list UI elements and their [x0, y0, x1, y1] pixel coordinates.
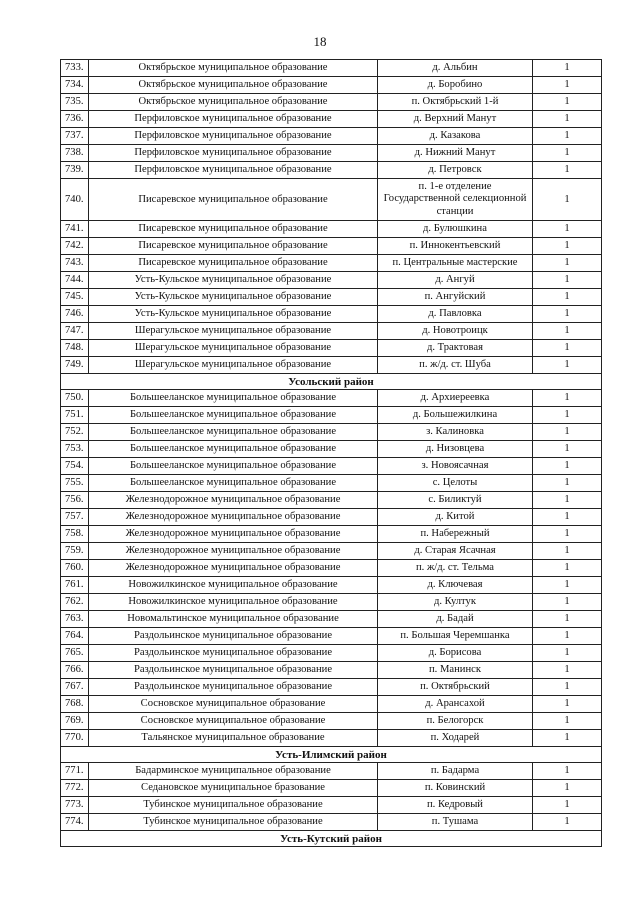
municipality-cell: Усть-Кульское муниципальное образование [89, 306, 378, 323]
municipality-cell: Новожилкинское муниципальное образование [89, 594, 378, 611]
count-cell: 1 [533, 458, 602, 475]
municipality-cell: Тубинское муниципальное образование [89, 814, 378, 831]
count-cell: 1 [533, 679, 602, 696]
row-number-cell: 756. [61, 492, 89, 509]
municipality-cell: Большееланское муниципальное образование [89, 441, 378, 458]
row-number-cell: 758. [61, 526, 89, 543]
row-number-cell: 737. [61, 128, 89, 145]
table-row [61, 424, 602, 441]
table-row [61, 323, 602, 340]
municipality-cell: Шерагульское муниципальное образование [89, 323, 378, 340]
settlement-cell: д. Борисова [378, 645, 533, 662]
table-row [61, 221, 602, 238]
row-number-cell: 764. [61, 628, 89, 645]
municipality-cell: Раздольинское муниципальное образование [89, 628, 378, 645]
settlement-cell: п. Иннокентьевский [378, 238, 533, 255]
settlement-cell: п. Большая Черемшанка [378, 628, 533, 645]
count-cell: 1 [533, 323, 602, 340]
count-cell: 1 [533, 814, 602, 831]
table-row [61, 390, 602, 407]
count-cell: 1 [533, 289, 602, 306]
row-number-cell: 765. [61, 645, 89, 662]
municipality-cell: Раздольинское муниципальное образование [89, 645, 378, 662]
municipality-cell: Октябрьское муниципальное образование [89, 94, 378, 111]
municipality-cell: Перфиловское муниципальное образование [89, 145, 378, 162]
count-cell: 1 [533, 162, 602, 179]
row-number-cell: 735. [61, 94, 89, 111]
municipality-cell: Сосновское муниципальное образование [89, 696, 378, 713]
municipality-cell: Железнодорожное муниципальное образование [89, 543, 378, 560]
table-row [61, 509, 602, 526]
row-number-cell: 744. [61, 272, 89, 289]
count-cell: 1 [533, 60, 602, 77]
table-row [61, 763, 602, 780]
settlement-cell: д. Китой [378, 509, 533, 526]
count-cell: 1 [533, 696, 602, 713]
district-title: Усть-Илимский район [61, 747, 602, 763]
table-row [61, 814, 602, 831]
count-cell: 1 [533, 221, 602, 238]
count-cell: 1 [533, 179, 602, 221]
count-cell: 1 [533, 407, 602, 424]
settlement-cell: д. Низовцева [378, 441, 533, 458]
table-row [61, 238, 602, 255]
count-cell: 1 [533, 475, 602, 492]
district-title: Усольский район [61, 374, 602, 390]
row-number-cell: 763. [61, 611, 89, 628]
municipality-cell: Сосновское муниципальное образование [89, 713, 378, 730]
row-number-cell: 762. [61, 594, 89, 611]
row-number-cell: 770. [61, 730, 89, 747]
table-row [61, 60, 602, 77]
table-row [61, 560, 602, 577]
table-row [61, 272, 602, 289]
row-number-cell: 769. [61, 713, 89, 730]
settlement-cell: п. Набережный [378, 526, 533, 543]
count-cell: 1 [533, 306, 602, 323]
count-cell: 1 [533, 111, 602, 128]
settlement-cell: п. Бадарма [378, 763, 533, 780]
table-row [61, 441, 602, 458]
table-row [61, 179, 602, 221]
municipality-cell: Тубинское муниципальное образование [89, 797, 378, 814]
district-header-row [61, 374, 602, 390]
row-number-cell: 740. [61, 179, 89, 221]
row-number-cell: 773. [61, 797, 89, 814]
table-row [61, 797, 602, 814]
row-number-cell: 771. [61, 763, 89, 780]
municipality-cell: Октябрьское муниципальное образование [89, 77, 378, 94]
municipality-cell: Седановское муниципальное бразование [89, 780, 378, 797]
row-number-cell: 760. [61, 560, 89, 577]
district-header-row [61, 747, 602, 763]
table-body [61, 60, 602, 847]
table-row [61, 145, 602, 162]
municipality-cell: Тальянское муниципальное образование [89, 730, 378, 747]
row-number-cell: 766. [61, 662, 89, 679]
count-cell: 1 [533, 357, 602, 374]
table-row [61, 94, 602, 111]
row-number-cell: 774. [61, 814, 89, 831]
row-number-cell: 767. [61, 679, 89, 696]
settlement-cell: д. Петровск [378, 162, 533, 179]
municipality-cell: Шерагульское муниципальное образование [89, 357, 378, 374]
table-row [61, 713, 602, 730]
municipality-cell: Перфиловское муниципальное образование [89, 111, 378, 128]
row-number-cell: 751. [61, 407, 89, 424]
count-cell: 1 [533, 594, 602, 611]
settlement-cell: д. Бадай [378, 611, 533, 628]
count-cell: 1 [533, 255, 602, 272]
table-row [61, 475, 602, 492]
settlement-cell: д. Верхний Манут [378, 111, 533, 128]
count-cell: 1 [533, 763, 602, 780]
table-row [61, 543, 602, 560]
table-row [61, 526, 602, 543]
count-cell: 1 [533, 526, 602, 543]
table-row [61, 577, 602, 594]
municipality-cell: Перфиловское муниципальное образование [89, 162, 378, 179]
row-number-cell: 749. [61, 357, 89, 374]
settlement-cell: д. Архиереевка [378, 390, 533, 407]
table-row [61, 492, 602, 509]
row-number-cell: 759. [61, 543, 89, 560]
table-row [61, 289, 602, 306]
municipality-cell: Большееланское муниципальное образование [89, 407, 378, 424]
municipality-cell: Шерагульское муниципальное образование [89, 340, 378, 357]
settlement-cell: д. Казакова [378, 128, 533, 145]
settlement-cell: д. Боробино [378, 77, 533, 94]
table-row [61, 730, 602, 747]
count-cell: 1 [533, 730, 602, 747]
count-cell: 1 [533, 77, 602, 94]
municipality-cell: Большееланское муниципальное образование [89, 390, 378, 407]
count-cell: 1 [533, 543, 602, 560]
row-number-cell: 733. [61, 60, 89, 77]
settlement-cell: з. Новоясачная [378, 458, 533, 475]
table-row [61, 77, 602, 94]
municipality-cell: Перфиловское муниципальное образование [89, 128, 378, 145]
settlement-cell: с. Целоты [378, 475, 533, 492]
settlement-cell: п. ж/д. ст. Шуба [378, 357, 533, 374]
page-number: 18 [313, 34, 327, 49]
settlement-cell: д. Альбин [378, 60, 533, 77]
row-number-cell: 754. [61, 458, 89, 475]
row-number-cell: 746. [61, 306, 89, 323]
settlement-cell: д. Старая Ясачная [378, 543, 533, 560]
municipality-cell: Раздольинское муниципальное образование [89, 662, 378, 679]
row-number-cell: 738. [61, 145, 89, 162]
table-row [61, 128, 602, 145]
municipality-cell: Железнодорожное муниципальное образование [89, 492, 378, 509]
count-cell: 1 [533, 145, 602, 162]
count-cell: 1 [533, 780, 602, 797]
settlement-cell: п. Тушама [378, 814, 533, 831]
row-number-cell: 743. [61, 255, 89, 272]
count-cell: 1 [533, 577, 602, 594]
settlement-cell: с. Биликтуй [378, 492, 533, 509]
municipality-cell: Большееланское муниципальное образование [89, 475, 378, 492]
municipality-cell: Писаревское муниципальное образование [89, 221, 378, 238]
settlement-cell: п. Октябрьский 1-й [378, 94, 533, 111]
count-cell: 1 [533, 340, 602, 357]
district-title: Усть-Кутский район [61, 831, 602, 847]
municipality-cell: Железнодорожное муниципальное образование [89, 526, 378, 543]
municipality-cell: Писаревское муниципальное образование [89, 238, 378, 255]
settlement-cell: д. Новотроицк [378, 323, 533, 340]
table-row [61, 458, 602, 475]
settlement-cell: д. Арансахой [378, 696, 533, 713]
row-number-cell: 752. [61, 424, 89, 441]
municipality-cell: Новомальтинское муниципальное образование [89, 611, 378, 628]
municipality-cell: Большееланское муниципальное образование [89, 424, 378, 441]
count-cell: 1 [533, 272, 602, 289]
row-number-cell: 772. [61, 780, 89, 797]
count-cell: 1 [533, 128, 602, 145]
settlement-cell: п. Центральные мастерские [378, 255, 533, 272]
municipality-cell: Новожилкинское муниципальное образование [89, 577, 378, 594]
table-row [61, 628, 602, 645]
count-cell: 1 [533, 509, 602, 526]
settlement-cell: з. Калиновка [378, 424, 533, 441]
district-header-row [61, 831, 602, 847]
row-number-cell: 753. [61, 441, 89, 458]
table-row [61, 679, 602, 696]
count-cell: 1 [533, 662, 602, 679]
settlement-cell: п. ж/д. ст. Тельма [378, 560, 533, 577]
settlement-cell: п. Ковинский [378, 780, 533, 797]
table-row [61, 662, 602, 679]
row-number-cell: 742. [61, 238, 89, 255]
table-row [61, 696, 602, 713]
municipality-cell: Октябрьское муниципальное образование [89, 60, 378, 77]
table-row [61, 407, 602, 424]
count-cell: 1 [533, 645, 602, 662]
table-row [61, 255, 602, 272]
count-cell: 1 [533, 238, 602, 255]
table-row [61, 111, 602, 128]
settlement-cell: п. Манинск [378, 662, 533, 679]
count-cell: 1 [533, 611, 602, 628]
count-cell: 1 [533, 424, 602, 441]
count-cell: 1 [533, 441, 602, 458]
count-cell: 1 [533, 560, 602, 577]
settlement-cell: д. Булюшкина [378, 221, 533, 238]
row-number-cell: 734. [61, 77, 89, 94]
municipality-cell: Писаревское муниципальное образование [89, 255, 378, 272]
municipality-cell: Усть-Кульское муниципальное образование [89, 289, 378, 306]
settlement-cell: д. Ключевая [378, 577, 533, 594]
table-row [61, 162, 602, 179]
settlement-cell: п. Белогорск [378, 713, 533, 730]
settlements-table [60, 59, 602, 847]
count-cell: 1 [533, 390, 602, 407]
count-cell: 1 [533, 797, 602, 814]
row-number-cell: 745. [61, 289, 89, 306]
count-cell: 1 [533, 492, 602, 509]
row-number-cell: 757. [61, 509, 89, 526]
settlement-cell: д. Павловка [378, 306, 533, 323]
row-number-cell: 755. [61, 475, 89, 492]
settlement-cell: п. 1-е отделение Государственной селекционной станции [378, 179, 533, 221]
row-number-cell: 748. [61, 340, 89, 357]
count-cell: 1 [533, 713, 602, 730]
table-row [61, 780, 602, 797]
count-cell: 1 [533, 628, 602, 645]
table-row [61, 306, 602, 323]
table-row [61, 645, 602, 662]
settlement-cell: п. Ангуйский [378, 289, 533, 306]
table-row [61, 594, 602, 611]
municipality-cell: Раздольинское муниципальное образование [89, 679, 378, 696]
settlement-cell: д. Трактовая [378, 340, 533, 357]
row-number-cell: 768. [61, 696, 89, 713]
settlement-cell: п. Октябрьский [378, 679, 533, 696]
municipality-cell: Железнодорожное муниципальное образование [89, 560, 378, 577]
settlement-cell: д. Култук [378, 594, 533, 611]
table-row [61, 357, 602, 374]
table-row [61, 611, 602, 628]
row-number-cell: 747. [61, 323, 89, 340]
municipality-cell: Бадарминское муниципальное образование [89, 763, 378, 780]
row-number-cell: 750. [61, 390, 89, 407]
row-number-cell: 741. [61, 221, 89, 238]
municipality-cell: Писаревское муниципальное образование [89, 179, 378, 221]
row-number-cell: 739. [61, 162, 89, 179]
count-cell: 1 [533, 94, 602, 111]
municipality-cell: Большееланское муниципальное образование [89, 458, 378, 475]
table-row [61, 340, 602, 357]
municipality-cell: Железнодорожное муниципальное образование [89, 509, 378, 526]
row-number-cell: 736. [61, 111, 89, 128]
settlement-cell: д. Нижний Манут [378, 145, 533, 162]
row-number-cell: 761. [61, 577, 89, 594]
settlement-cell: д. Большежилкина [378, 407, 533, 424]
municipality-cell: Усть-Кульское муниципальное образование [89, 272, 378, 289]
settlement-cell: п. Ходарей [378, 730, 533, 747]
settlement-cell: п. Кедровый [378, 797, 533, 814]
settlement-cell: д. Ангуй [378, 272, 533, 289]
